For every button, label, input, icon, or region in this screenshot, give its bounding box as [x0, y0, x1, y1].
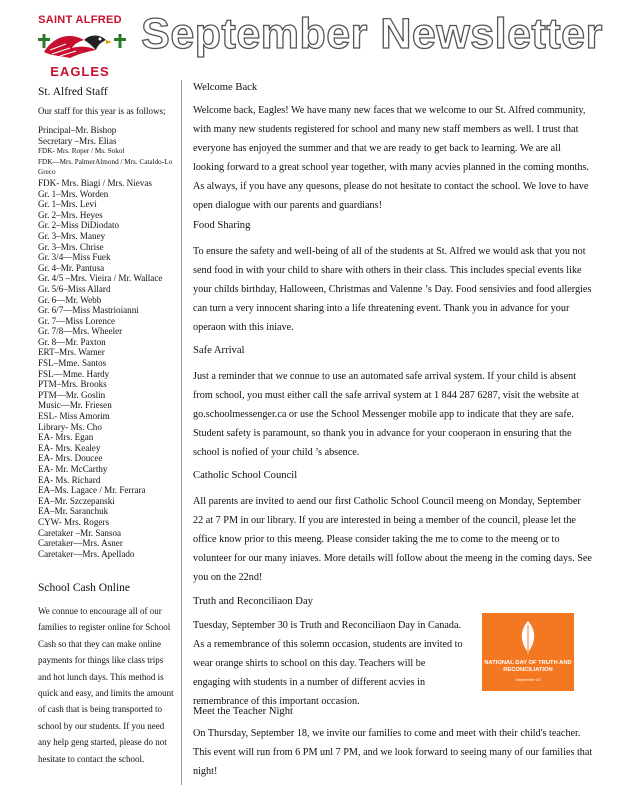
- staff-member: EA- Mrs. Egan: [38, 432, 94, 443]
- staff-member: Gr. 2–Mrs. Heyes: [38, 209, 103, 220]
- feather-icon: [515, 621, 541, 655]
- staff-intro: Our staff for this year is as follows;: [38, 106, 166, 116]
- column-divider: [181, 80, 182, 785]
- council-body: All parents are invited to aend our first Catholic School Council meeng on Monday, September 22 at 7 PM in our library. If you are interested in being a member of the council, please let the office know prior to this meeng. Please consider taking the me to come to the meeng or to volunteer for our many iniaves. More details will follow about the meeng in the coming days. See you on the 22nd!: [193, 496, 592, 583]
- staff-member: Gr. 2–Miss DiDiodato: [38, 220, 120, 231]
- truth-reconciliation-badge: [482, 613, 574, 691]
- staff-member: Gr. 3/4—Miss Fuek: [38, 252, 111, 263]
- staff-member: Library- Ms. Cho: [38, 421, 102, 432]
- staff-member: Gr. 5/6–Miss Allard: [38, 283, 111, 294]
- staff-member: Caretaker—Mrs. Asner: [38, 538, 123, 549]
- staff-member: EA–Ms. Lagace / Mr. Ferrara: [38, 485, 146, 496]
- staff-member: Gr. 4–Mr. Pantusa: [38, 262, 105, 273]
- staff-member: EA- Ms. Richard: [38, 474, 101, 485]
- arrival-body: Just a reminder that we connue to use an automated safe arrival system. If your child is absent from school, you must either call the safe arrival system at 1 844 287 6287, visit the website at go.schoolmessenger.ca or use the School Messenger mobile app to indicate that they are safe. Student safety is paramount, so thank you in advance for your cooperaon in ensuring that the school is nofied of your child ’s absence.: [193, 371, 579, 458]
- teacher-body: On Thursday, September 18, we invite our families to come and meet with their child's teacher. This event will run from 6 PM unl 7 PM, and we look forward to seeing many of our families that night!: [193, 728, 593, 777]
- page-title: September Newsletter: [141, 10, 603, 58]
- staff-list: [38, 125, 180, 559]
- staff-member: Gr. 6—Mr. Webb: [38, 294, 102, 305]
- staff-heading: St. Alfred Staff: [38, 86, 108, 98]
- truth-title: Truth and Reconciliaon Day: [193, 596, 313, 607]
- staff-member: Caretaker –Mr. Sansoa: [38, 527, 122, 538]
- staff-member: FDK- Mrs. Biagi / Mrs. Nievas: [38, 177, 152, 188]
- staff-member: Caretaker—Mrs. Apellado: [38, 548, 135, 559]
- council-title: Catholic School Council: [193, 470, 298, 481]
- badge-subtitle: September 30: [515, 677, 541, 682]
- staff-member: Gr. 3–Mrs. Maney: [38, 230, 106, 241]
- staff-member: Gr. 7/8—Mrs. Wheeler: [38, 326, 123, 337]
- staff-member: EA- Mrs. Kealey: [38, 442, 101, 453]
- staff-member: FSL–Mme. Santos: [38, 358, 107, 369]
- welcome-title: Welcome Back: [193, 82, 258, 93]
- staff-member: ERT–Mrs. Warner: [38, 347, 105, 358]
- staff-member: ESL- Miss Amorim: [38, 411, 110, 422]
- staff-member: Gr. 1–Mrs. Worden: [38, 188, 109, 199]
- staff-member: Gr. 6/7—Miss Mastrioianni: [38, 305, 139, 316]
- staff-member: PTM–Mrs. Brooks: [38, 379, 107, 390]
- staff-member: EA–Mr. Szczepanski: [38, 495, 115, 506]
- logo-top-text: SAINT ALFRED: [38, 14, 122, 26]
- staff-member: FSL—Mme. Hardy: [38, 368, 110, 379]
- staff-member: EA- Mr. McCarthy: [38, 464, 108, 474]
- staff-member: FDK- Mrs. Roper / Ms. Sokol: [38, 147, 125, 156]
- staff-member: PTM—Mr. Goslin: [38, 389, 106, 400]
- staff-member: Principal–Mr. Bishop: [38, 125, 117, 135]
- cash-heading: School Cash Online: [38, 582, 130, 594]
- truth-body: Tuesday, September 30 is Truth and Reconciliaon Day in Canada. As a remembrance of this solemn occasion, students are invited to wear orange shirts to school on this day. Teachers will be engaging with students in a number of different acvies in remembrance of this important occasion.: [193, 620, 463, 707]
- eagle-icon: [40, 26, 120, 66]
- staff-member: Gr. 3–Mrs. Chrise: [38, 241, 104, 252]
- staff-member: CYW- Mrs. Rogers: [38, 516, 109, 527]
- cross-icon-right: [114, 34, 126, 48]
- staff-member: Music—Mr. Friesen: [38, 400, 112, 411]
- staff-member: Gr. 4/5 –Mrs. Vieira / Mr. Wallace: [38, 273, 163, 284]
- food-title: Food Sharing: [193, 220, 251, 231]
- cross-icon-left: [38, 34, 50, 48]
- teacher-title: Meet the Teacher Night: [193, 706, 293, 717]
- staff-member: EA- Mrs. Doucee: [38, 453, 103, 464]
- food-body: To ensure the safety and well-being of all of the students at St. Alfred we would ask that you not send food in with your child to share with others in their class. This includes special events like your childs birthday, Halloween, Christmas and Valenne ’s Day. Food sensivies and food allergies can turn a very innocent sharing into a life threatening event. Thank you in advance for your operaon with this iniave.: [193, 246, 592, 333]
- staff-section: [38, 86, 180, 559]
- staff-member: FDK—Mrs. PalmerAlmond / Mrs. Cataldo-Lo Greco: [38, 157, 173, 177]
- arrival-title: Safe Arrival: [193, 345, 245, 356]
- staff-member: Gr. 7—Miss Lorence: [38, 315, 116, 326]
- logo-bottom-text: EAGLES: [50, 64, 110, 79]
- staff-member: Gr. 8—Mr. Paxton: [38, 336, 106, 347]
- school-logo: [30, 14, 130, 80]
- staff-member: EA–Mr. Saranchuk: [38, 506, 109, 517]
- badge-title: NATIONAL DAY OF TRUTH AND RECONCILIATION: [484, 660, 572, 673]
- welcome-body: Welcome back, Eagles! We have many new faces that we welcome to our St. Alfred community, with many new students registered for school and many new staff members as well. I trust that everyone has enjoyed the summer and that we are ready to get back to learning. We are all looking forward to a great school year together, with many acvies planned in the coming months. As always, if you have any quesons, please do not hesitate to contact the school. We love to have open dialogue with our parents and guardians!: [193, 105, 589, 211]
- cash-body: We connue to encourage all of our families to register online for School Cash so that they can make online payments for things like class trips and hot lunch days. This method is quick and easy, and limits the amount of cash that is being transported to school by our students. If you need any help geng started, please do not hesitate to contact the school.: [38, 606, 174, 764]
- staff-member: Gr. 1–Mrs. Levi: [38, 199, 97, 210]
- staff-member: Secretary –Mrs. Elias: [38, 135, 117, 146]
